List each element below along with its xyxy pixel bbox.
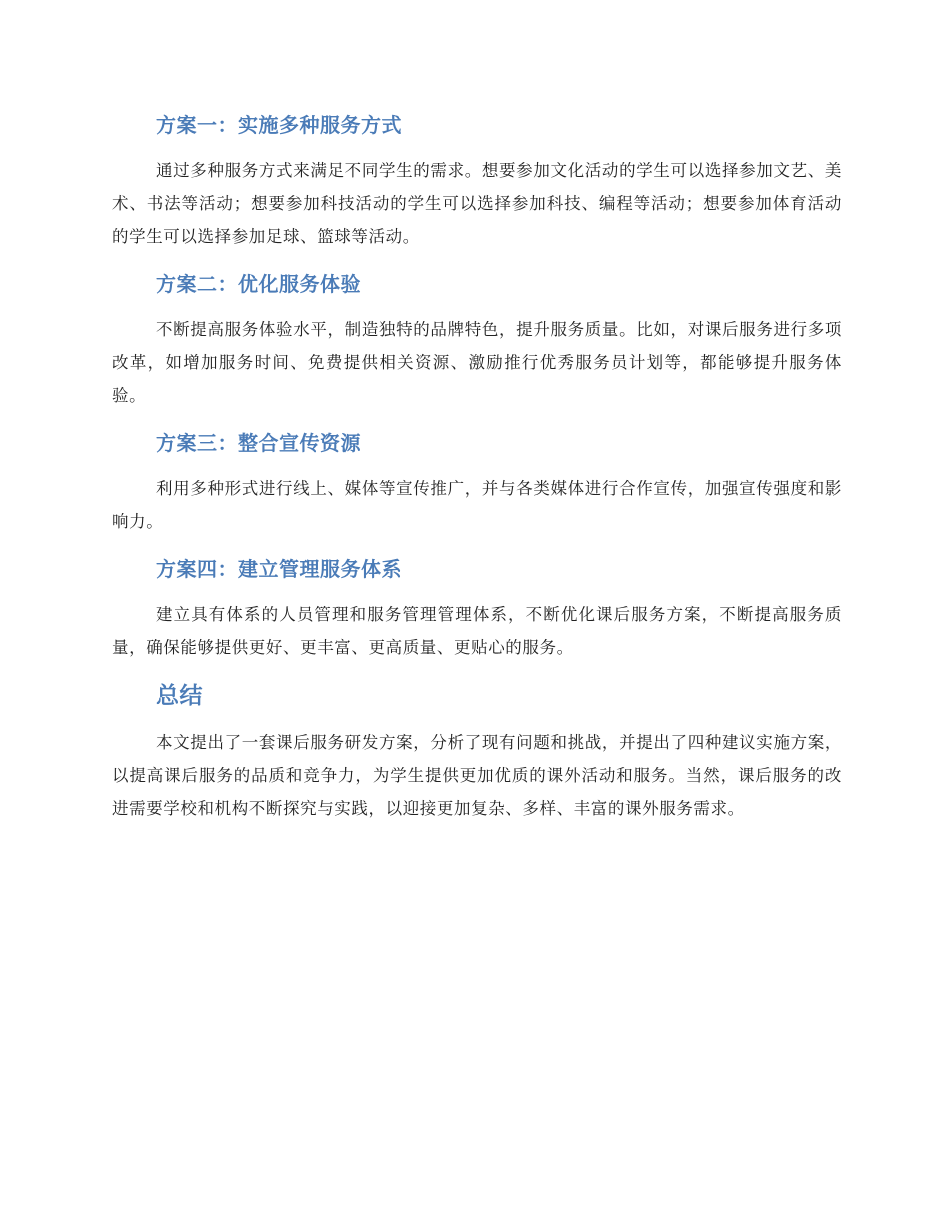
- document-page: [112, 108, 842, 839]
- section-body-plan-4: 建立具有体系的人员管理和服务管理管理体系，不断优化课后服务方案，不断提高服务质量，确保能够提供更好、更丰富、更高质量、更贴心的服务。: [112, 605, 842, 657]
- section-body-summary: 本文提出了一套课后服务研发方案，分析了现有问题和挑战，并提出了四种建议实施方案，以提高课后服务的品质和竞争力，为学生提供更加优质的课外活动和服务。当然，课后服务的改进需要学校和机构不断探究与实践，以迎接更加复杂、多样、丰富的课外服务需求。: [112, 733, 842, 818]
- section-body-plan-1: 通过多种服务方式来满足不同学生的需求。想要参加文化活动的学生可以选择参加文艺、美术、书法等活动；想要参加科技活动的学生可以选择参加科技、编程等活动；想要参加体育活动的学生可以选择参加足球、篮球等活动。: [112, 161, 842, 246]
- section-body-plan-2: 不断提高服务体验水平，制造独特的品牌特色，提升服务质量。比如，对课后服务进行多项改革，如增加服务时间、免费提供相关资源、激励推行优秀服务员计划等，都能够提升服务体验。: [112, 320, 842, 405]
- section-heading-plan-2: 方案二：优化服务体验: [156, 272, 361, 296]
- section-heading-plan-1: 方案一：实施多种服务方式: [156, 113, 402, 137]
- section-heading-plan-3: 方案三：整合宣传资源: [156, 431, 361, 455]
- section-body-plan-3: 利用多种形式进行线上、媒体等宣传推广，并与各类媒体进行合作宣传，加强宣传强度和影响力。: [112, 479, 842, 531]
- section-heading-plan-4: 方案四：建立管理服务体系: [156, 557, 402, 581]
- section-heading-summary: 总结: [156, 683, 203, 709]
